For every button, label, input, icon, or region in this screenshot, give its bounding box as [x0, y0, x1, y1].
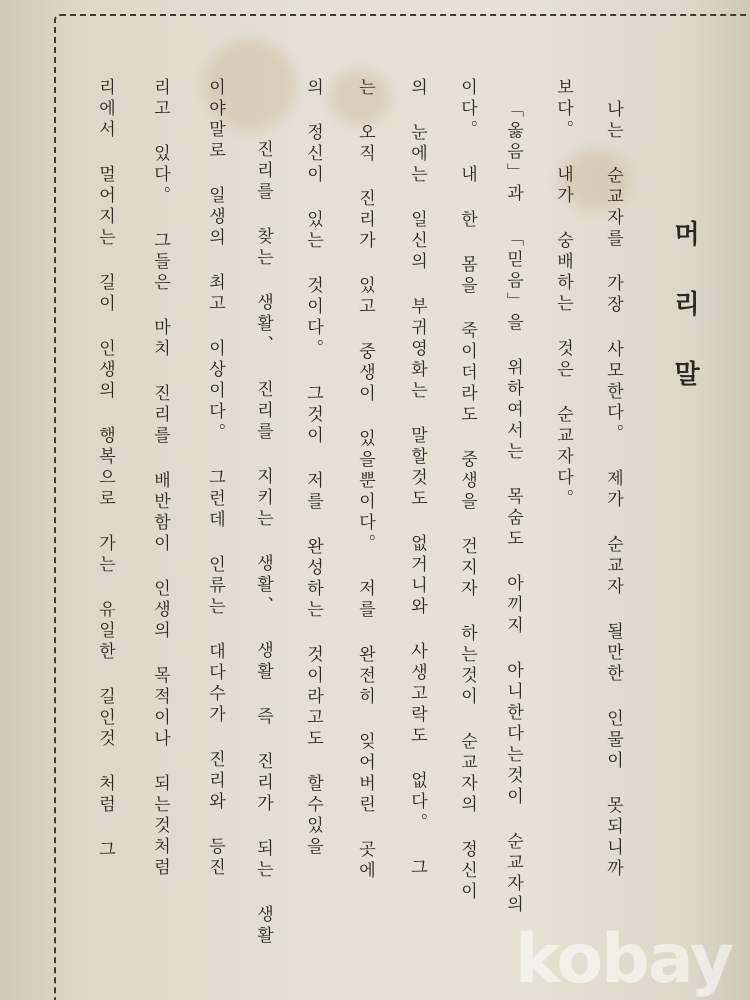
- text-column: 의 정신이 있는 것이다。 그것이 저를 완성하는 것이라고도 할수있을: [303, 78, 323, 858]
- text-column: 이다。 내 한 몸을 죽이더라도 중생을 건지자 하는것이 순교자의 정신이: [457, 78, 477, 903]
- text-column: 리고 있다。 그들은 마치 진리를 배반함이 인생의 목적이나 되는것처럼: [150, 78, 170, 879]
- text-column: 리에서 멀어지는 길이 인생의 행복으로 가는 유일한 길인것 처럼 그: [95, 78, 115, 861]
- text-column: 이야말로 일생의 최고 이상이다。 그런데 인류는 대다수가 진리와 등진: [205, 78, 225, 879]
- text-column: 보다。 내가 숭배하는 것은 순교자다。: [553, 78, 573, 510]
- title-char: 머: [674, 220, 700, 250]
- text-column: 「옳음」과 「믿음」을 위하여서는 목숨도 아끼지 아니한다는것이 순교자의: [503, 100, 523, 916]
- text-column: 나는 순교자를 가장 사모한다。 제가 순교자 될만한 인물이 못되니까: [603, 100, 623, 880]
- title-char: 리: [674, 290, 700, 320]
- text-column: 의 눈에는 일신의 부귀영화는 말할것도 없거니와 사생고락도 없다。 그: [407, 78, 427, 879]
- page-title: [662, 200, 712, 410]
- title-char: 말: [674, 360, 700, 390]
- text-column: 진리를 찾는 생활、 진리를 지키는 생활、 생활 즉 진리가 되는 생활: [253, 140, 273, 947]
- watermark-logo: kobay: [515, 920, 732, 999]
- text-column: 는 오직 진리가 있고 중생이 있을뿐이다。 저를 완전히 잊어버린 곳에: [355, 78, 375, 882]
